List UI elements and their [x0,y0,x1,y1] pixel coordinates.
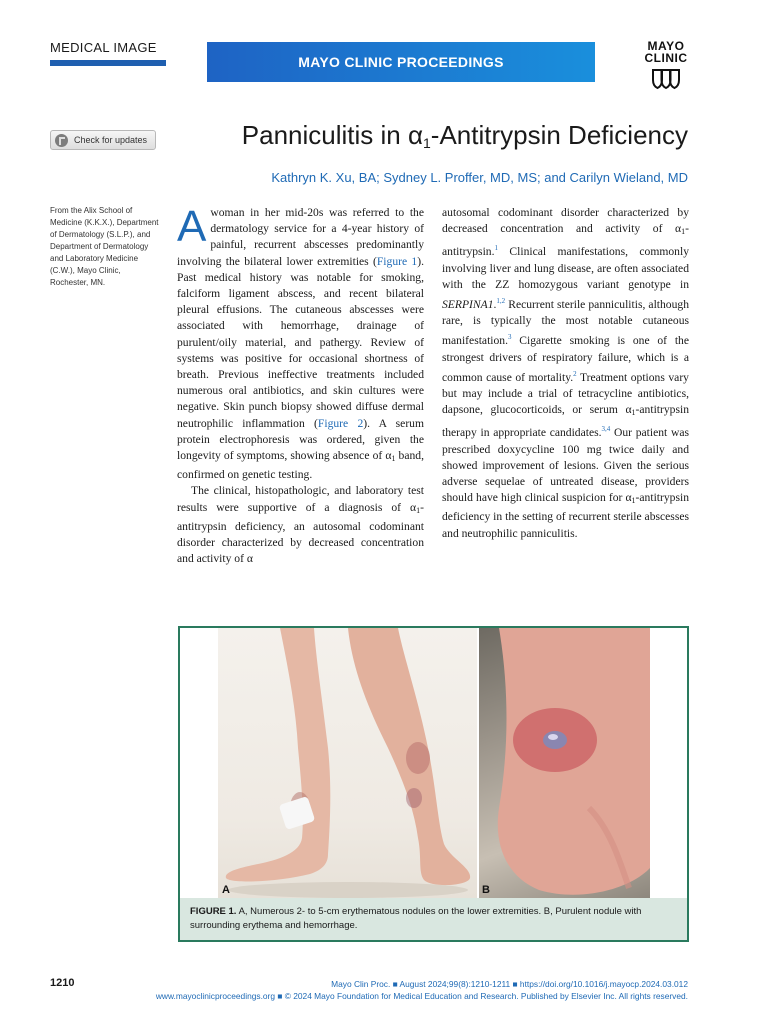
drop-cap: A [177,202,207,251]
panel-label-b: B [482,884,490,896]
panel-label-a: A [222,884,230,896]
p2-text-f: Recurrent sterile panniculitis, although rare, is typically the most notable cutaneous manifestation. [442,298,689,348]
ref-3[interactable]: 3 [508,333,512,342]
article-title [242,120,688,151]
logo-line-1: MAYO [647,39,685,53]
gene-name: SERPINA1 [442,298,494,312]
copyright-line[interactable]: www.mayoclinicproceedings.org ■ © 2024 Mayo Foundation for Medical Education and Research. Published by Elsevier Inc. All rights reserved. [155,991,688,1001]
caption-text: A, Numerous 2- to 5-cm erythematous nodules on the lower extremities. B, Purulent nodule with surrounding erythema and hemorrhage. [190,906,642,931]
p2-text-d: Clinical manifestations, commonly involving liver and lung disease, are often associated with the ZZ homozygous variant genotype in [442,245,689,291]
legs-photo-illustration [218,628,477,898]
title-subscript: 1 [423,135,431,151]
check-for-updates-button[interactable] [50,130,156,150]
paragraph-2-continued: autosomal codominant disorder characterized by decreased concentration and activity of α1-antitrypsin.$^1$ Clinical manifestations, commonly involving liver and lung disease, are often associated with the ZZ homozygous variant genotype in SERPINA1.$^{1,2}$ Recurrent sterile panniculitis, although rare, is typically the most notable cutaneous manifestation.$^3$ Cigarette smoking is one of the strongest drivers of respiratory failure, which is a common cause of mortality.$^2$ Treatment options vary but may include a trial of tetracycline antibiotics, dapsone, glucocorticoids, or serum α1-antitrypsin therapy in appropriate candidates.$^{3,4}$ Our patient was prescribed doxycycline 100 mg twice daily and showed improvement of lesions. Given the serious adverse sequelae of untreated disease, providers should have high clinical suspicion for α1-antitrypsin deficiency in the setting of recurrent sterile abscesses and neutrophilic panniculitis. [442,206,689,540]
p2-text-i: -antitrypsin therapy in appropriate candidates. [442,403,689,440]
p1-text-c: ). A serum protein electrophoresis was ordered, given the longevity of symptoms, showing absence of α [177,416,424,463]
body-column-1 [177,202,424,567]
p1-text-b: ). Past medical history was notable for smoking, falciform ligament abscess, and recent bilateral pleural effusions. The cutaneous abscesses were associated with hemorrhage, drainage of purulent/oily material, and pathergy. Review of systems was positive for occasional shortness of breath. Previous ineffective treatments included numerous oral antibiotics, and skin cultures were negative. Skin punch biopsy showed diffuse dermal neutrophilic inflammation ( [177,254,424,430]
p1-text-a: woman in her mid-20s was referred to the dermatology service for a 4-year history of painful, recurrent abscesses predominantly involving the bilateral lower extremities ( [177,206,424,268]
journal-name: MAYO CLINIC PROCEEDINGS [298,54,504,70]
figure-1-photo-b[interactable] [479,628,650,898]
figure-1-photo-a[interactable] [218,628,477,898]
section-label: MEDICAL IMAGE [50,40,157,55]
figure-1 [178,626,689,942]
paragraph-1 [177,202,424,483]
p2-subscript-4: 1 [631,496,636,506]
p2-text-b: -antitrypsin deficiency, an autosomal codominant disorder characterized by decreased concentration and activity of α [177,500,424,566]
citation-line[interactable]: Mayo Clin Proc. ■ August 2024;99(8):1210-1211 ■ https://doi.org/10.1016/j.mayocp.2024.03.012 [331,979,688,989]
title-pre: Panniculitis in [241,120,408,150]
page-number: 1210 [50,977,75,989]
figure-2-link[interactable]: Figure 2 [317,416,364,430]
mayo-clinic-logo [636,40,696,106]
check-for-updates-label: Check for updates [74,135,148,145]
journal-banner [207,42,595,82]
p2-text-h: Treatment options vary but may include a trial of tetracycline antibiotics, dapsone, glucocorticoids, or serum α [442,370,689,417]
author-affiliation: From the Alix School of Medicine (K.K.X.), Department of Dermatology (S.L.P.), and Department of Dermatology and Laboratory Medicine (C.W.), Mayo Clinic, Rochester, MN. [50,206,159,287]
title-post: -Antitrypsin Deficiency [430,120,688,150]
p2-text-a: The clinical, histopathologic, and laboratory test results were supportive of a diagnosis of α [177,484,424,514]
p2-subscript-2: 1 [681,227,686,237]
ref-2[interactable]: 2 [573,369,577,378]
ref-3-4[interactable]: 3,4 [601,425,611,434]
refresh-icon [55,134,68,147]
p1-text-d: band, confirmed on genetic testing. [177,449,424,482]
figure-1-link[interactable]: Figure 1 [376,254,418,268]
p2-subscript: 1 [416,505,421,515]
ref-1[interactable]: 1 [494,244,498,253]
shields-icon [651,68,681,90]
nodule-photo-illustration [479,628,650,898]
p2-text-j: Our patient was prescribed doxycycline 100 mg twice daily and showed improvement of lesions. Given the serious adverse sequelae of untreated disease, providers should have high clinical suspicion for α [442,426,689,505]
caption-label: FIGURE 1. [190,906,237,917]
ref-1-2[interactable]: 1,2 [496,297,506,306]
title-alpha: α [407,120,423,150]
author-list[interactable]: Kathryn K. Xu, BA; Sydney L. Proffer, MD, MS; and Carilyn Wieland, MD [271,170,688,185]
p2-text-k: -antitrypsin deficiency in the setting of recurrent sterile abscesses and neutrophilic panniculitis. [442,491,689,540]
figure-caption [180,898,687,940]
p2-text-g: Cigarette smoking is one of the strongest drivers of respiratory failure, which is a common cause of mortality. [442,334,689,384]
p2-text-e: . [493,298,497,312]
p1-subscript: 1 [391,454,396,464]
p2-subscript-3: 1 [631,408,636,418]
paragraph-2-start [177,483,424,567]
body-column-2 [442,205,689,542]
logo-line-2: CLINIC [644,51,688,65]
section-accent-bar [50,60,166,66]
